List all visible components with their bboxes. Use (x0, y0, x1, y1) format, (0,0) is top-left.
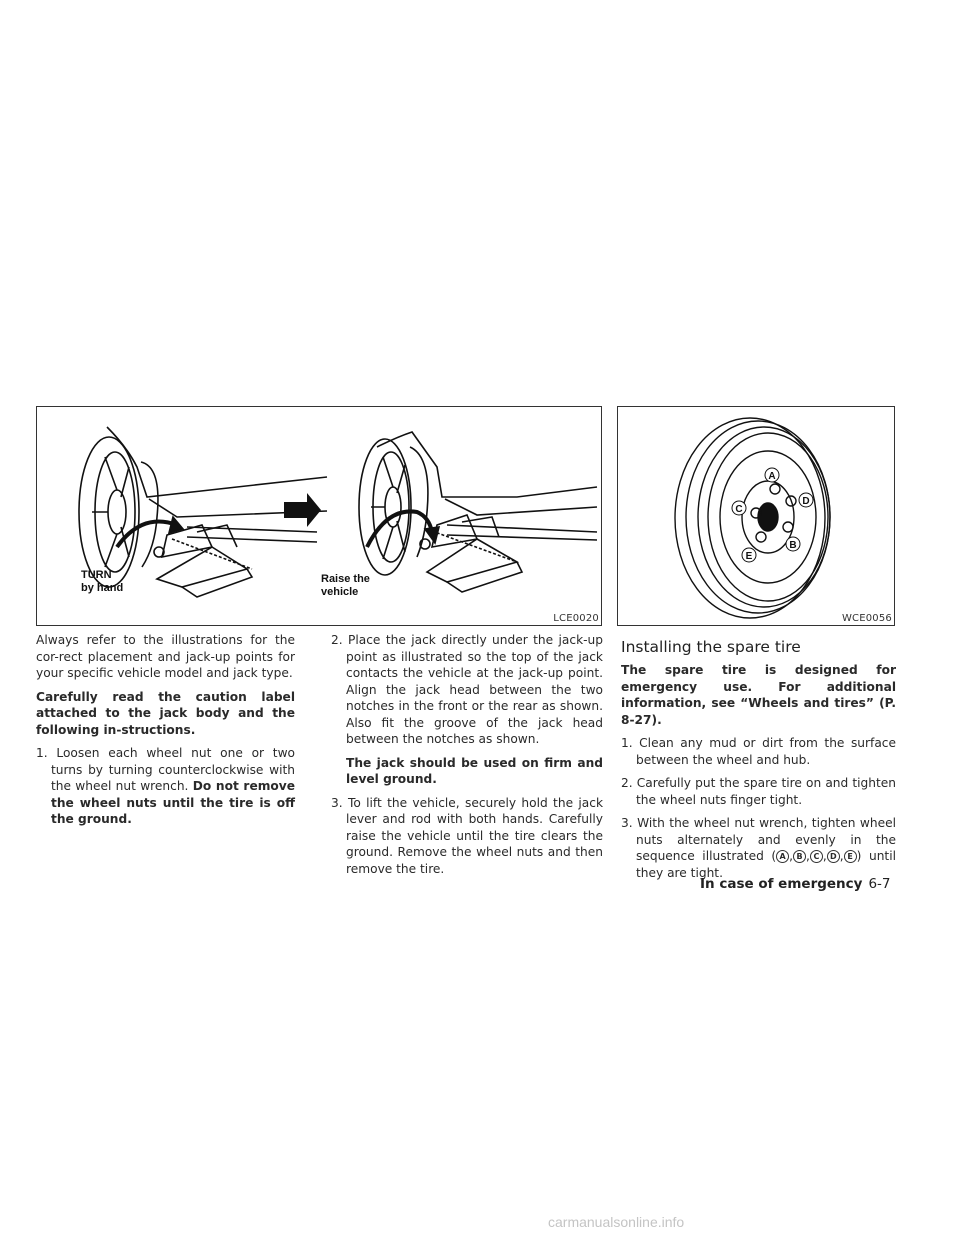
page-footer (700, 876, 896, 892)
sequence-d-icon: D (827, 850, 840, 863)
step-text-end: ) until they are tight. (636, 849, 896, 880)
column-3 (621, 632, 896, 888)
turn-by-hand-label: TURN by hand (81, 569, 124, 594)
sequence-c-icon: C (810, 850, 823, 863)
step-number: 1. (621, 736, 633, 750)
figure-code: LCE0020 (553, 613, 599, 624)
page-number: 6-7 (868, 876, 891, 892)
step-number: 2. (331, 633, 343, 647)
section-name: In case of emergency (700, 876, 863, 892)
column-1 (36, 632, 295, 835)
watermark: carmanualsonline.info (548, 1214, 685, 1230)
step-text: Clean any mud or dirt from the surface between the wheel and hub. (636, 736, 896, 767)
step-warning: Do not remove the wheel nuts until the tire is off the ground. (51, 779, 295, 826)
jack-illustration (36, 406, 602, 626)
tire-drawing (618, 407, 894, 625)
install-step-3: 3. With the wheel nut wrench, tighten wheel nuts alternately and evenly in the sequence illustrated ( A , B , C , D , E ) until they are tight. (621, 816, 897, 880)
tire-illustration (617, 406, 895, 626)
sequence-e-icon: E (844, 850, 857, 863)
figure-code: WCE0056 (841, 613, 892, 624)
spare-tire-note: The spare tire is designed for emergency use. For additional information, see “Wheels and tires” (P. 8-27). (621, 663, 896, 727)
intro-paragraph: Always refer to the illustrations for the cor-rect placement and jack-up points for your specific vehicle model and jack type. (36, 633, 295, 680)
sequence-b-icon: B (793, 850, 806, 863)
step-number: 3. (621, 816, 633, 830)
step-number: 3. (331, 795, 343, 810)
step-text: With the wheel nut wrench, tighten wheel nuts alternately and evenly in the sequence illustrated ( (636, 816, 897, 863)
step-3 (331, 795, 603, 878)
nut-label-e: E (745, 551, 753, 562)
step-1 (36, 745, 295, 828)
step-text: Carefully put the spare tire on and tighten the wheel nuts finger tight. (636, 776, 897, 807)
next-step-arrow-icon (284, 493, 321, 527)
raise-vehicle-label: Raise the vehicle (321, 573, 370, 598)
column-2 (331, 632, 603, 884)
nut-label-b: B (789, 540, 797, 551)
caution-paragraph: Carefully read the caution label attached to the jack body and the following in-structions. (36, 689, 295, 737)
step-text: Loosen each wheel nut one or two turns by turning counterclockwise with the wheel nut wrench. (51, 746, 295, 793)
nut-label-c: C (735, 504, 743, 515)
step-2 (331, 632, 603, 748)
nut-label-d: D (802, 496, 810, 507)
step-text: To lift the vehicle, securely hold the jack lever and rod with both hands. Carefully raise the vehicle until the tire clears the ground. Remove the wheel nuts and then remove the tire. (346, 795, 603, 876)
install-step-2 (621, 775, 896, 808)
install-step-1 (621, 735, 896, 768)
sequence-a-icon: A (776, 850, 789, 863)
step-2-warning: The jack should be used on firm and level ground. (346, 755, 603, 786)
section-heading: Installing the spare tire (621, 638, 801, 656)
step-number: 2. (621, 776, 633, 790)
nut-label-a: A (768, 471, 776, 482)
step-number: 1. (36, 746, 48, 760)
step-text: Place the jack directly under the jack-up point as illustrated so the top of the jack contacts the vehicle at the jack-up point. Align the jack head between the two notches in the front or the rear as shown. Also fit the groove of the jack head between the notches as shown. (346, 633, 603, 746)
